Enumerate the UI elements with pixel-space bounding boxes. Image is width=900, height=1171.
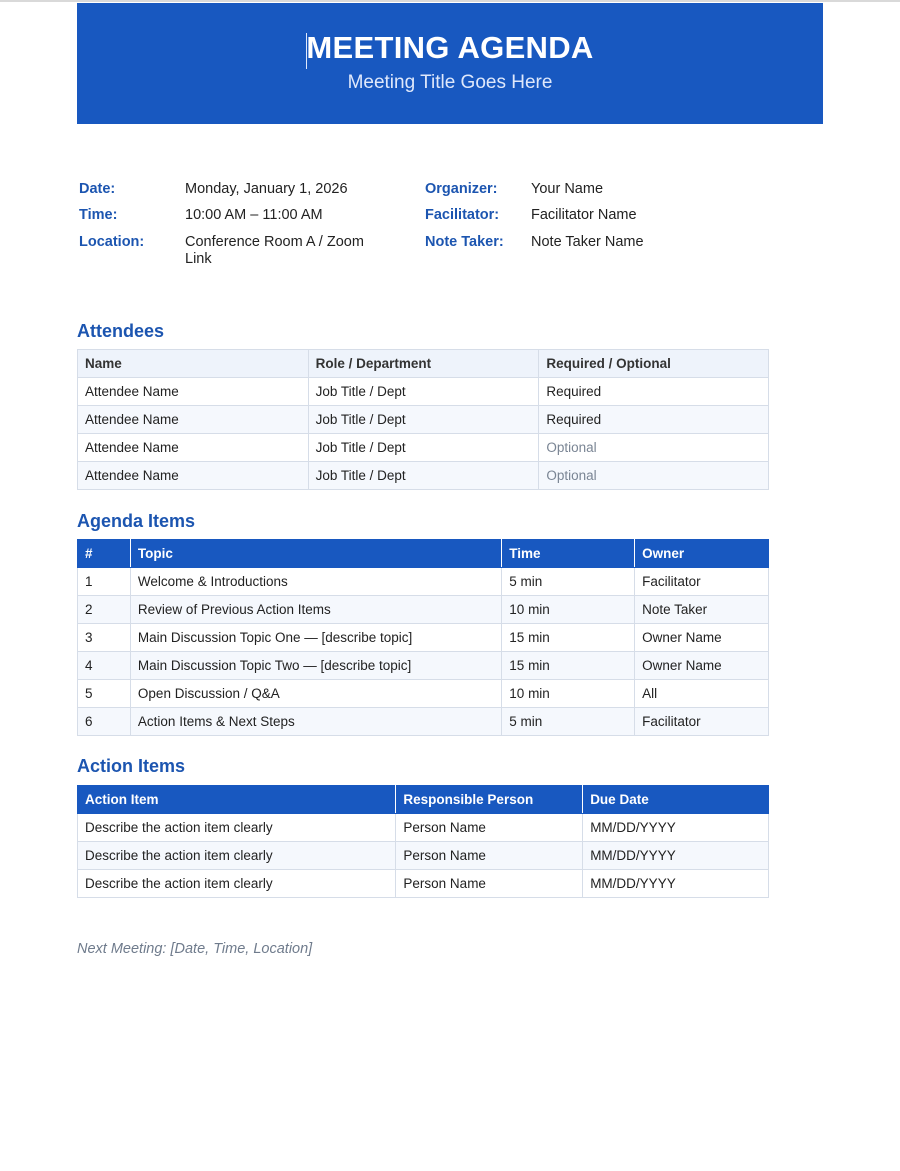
location-value[interactable]: Conference Room A / Zoom Link	[185, 234, 364, 267]
agenda-number-cell[interactable]: 2	[78, 596, 131, 624]
agenda-time-cell[interactable]: 5 min	[502, 568, 635, 596]
table-row	[78, 406, 769, 434]
notetaker-label: Note Taker:	[425, 234, 504, 250]
attendee-status-cell[interactable]: Optional	[539, 434, 769, 462]
table-row	[78, 652, 769, 680]
agenda-time-cell[interactable]: 15 min	[502, 624, 635, 652]
column-header: Topic	[130, 540, 501, 568]
table-row	[78, 870, 769, 898]
location-label: Location:	[79, 234, 145, 250]
table-row	[78, 680, 769, 708]
agenda-topic-cell[interactable]: Action Items & Next Steps	[130, 708, 501, 736]
date-value[interactable]: Monday, January 1, 2026	[185, 181, 348, 197]
column-header: Action Item	[78, 786, 396, 814]
action-description-cell[interactable]: Describe the action item clearly	[78, 870, 396, 898]
table-row	[78, 814, 769, 842]
attendees-heading: Attendees	[77, 321, 165, 341]
action-due-date-cell[interactable]: MM/DD/YYYY	[583, 842, 769, 870]
table-row	[78, 434, 769, 462]
agenda-time-cell[interactable]: 5 min	[502, 708, 635, 736]
action-description-cell[interactable]: Describe the action item clearly	[78, 842, 396, 870]
facilitator-value[interactable]: Facilitator Name	[531, 207, 637, 223]
organizer-label: Organizer:	[425, 181, 498, 197]
attendees-table	[77, 349, 769, 490]
document-title[interactable]: MEETING AGENDA	[306, 30, 594, 65]
action-person-cell[interactable]: Person Name	[396, 814, 583, 842]
date-label: Date:	[79, 181, 116, 197]
action-items-table	[77, 785, 769, 898]
column-header: Responsible Person	[396, 786, 583, 814]
column-header: Owner	[635, 540, 769, 568]
table-row	[78, 568, 769, 596]
agenda-number-cell[interactable]: 5	[78, 680, 131, 708]
attendee-name-cell[interactable]: Attendee Name	[78, 406, 309, 434]
attendee-status-cell[interactable]: Required	[539, 406, 769, 434]
top-rule	[0, 0, 900, 2]
notetaker-value[interactable]: Note Taker Name	[531, 234, 644, 250]
agenda-topic-cell[interactable]: Open Discussion / Q&A	[130, 680, 501, 708]
attendee-role-cell[interactable]: Job Title / Dept	[308, 378, 539, 406]
agenda-topic-cell[interactable]: Welcome & Introductions	[130, 568, 501, 596]
column-header: #	[78, 540, 131, 568]
agenda-number-cell[interactable]: 6	[78, 708, 131, 736]
attendee-role-cell[interactable]: Job Title / Dept	[308, 434, 539, 462]
agenda-number-cell[interactable]: 4	[78, 652, 131, 680]
agenda-owner-cell[interactable]: Owner Name	[635, 624, 769, 652]
time-label: Time:	[79, 207, 118, 223]
table-row	[78, 462, 769, 490]
document-page	[77, 3, 823, 957]
table-row	[78, 708, 769, 736]
agenda-table	[77, 539, 769, 736]
action-due-date-cell[interactable]: MM/DD/YYYY	[583, 870, 769, 898]
agenda-owner-cell[interactable]: Facilitator	[635, 708, 769, 736]
column-header: Required / Optional	[539, 350, 769, 378]
agenda-owner-cell[interactable]: Owner Name	[635, 652, 769, 680]
action-person-cell[interactable]: Person Name	[396, 842, 583, 870]
organizer-value[interactable]: Your Name	[531, 181, 604, 197]
table-row	[78, 624, 769, 652]
agenda-header-row	[78, 540, 769, 568]
agenda-time-cell[interactable]: 15 min	[502, 652, 635, 680]
agenda-owner-cell[interactable]: Facilitator	[635, 568, 769, 596]
agenda-owner-cell[interactable]: All	[635, 680, 769, 708]
attendees-header-row	[78, 350, 769, 378]
table-row	[78, 596, 769, 624]
agenda-topic-cell[interactable]: Main Discussion Topic One — [describe topic]	[130, 624, 501, 652]
agenda-time-cell[interactable]: 10 min	[502, 596, 635, 624]
agenda-heading: Agenda Items	[77, 511, 196, 531]
action-items-header-row	[78, 786, 769, 814]
column-header: Name	[78, 350, 309, 378]
attendee-name-cell[interactable]: Attendee Name	[78, 378, 309, 406]
action-due-date-cell[interactable]: MM/DD/YYYY	[583, 814, 769, 842]
attendee-status-cell[interactable]: Required	[539, 378, 769, 406]
agenda-time-cell[interactable]: 10 min	[502, 680, 635, 708]
attendee-role-cell[interactable]: Job Title / Dept	[308, 406, 539, 434]
next-meeting-note[interactable]: Next Meeting: [Date, Time, Location]	[77, 941, 313, 957]
table-row	[78, 378, 769, 406]
column-header: Due Date	[583, 786, 769, 814]
attendee-name-cell[interactable]: Attendee Name	[78, 434, 309, 462]
agenda-number-cell[interactable]: 3	[78, 624, 131, 652]
column-header: Time	[502, 540, 635, 568]
agenda-owner-cell[interactable]: Note Taker	[635, 596, 769, 624]
action-person-cell[interactable]: Person Name	[396, 870, 583, 898]
column-header: Role / Department	[308, 350, 539, 378]
attendee-role-cell[interactable]: Job Title / Dept	[308, 462, 539, 490]
attendee-status-cell[interactable]: Optional	[539, 462, 769, 490]
agenda-number-cell[interactable]: 1	[78, 568, 131, 596]
action-description-cell[interactable]: Describe the action item clearly	[78, 814, 396, 842]
agenda-topic-cell[interactable]: Main Discussion Topic Two — [describe topic]	[130, 652, 501, 680]
meeting-title[interactable]: Meeting Title Goes Here	[347, 72, 553, 93]
attendee-name-cell[interactable]: Attendee Name	[78, 462, 309, 490]
table-row	[78, 842, 769, 870]
agenda-topic-cell[interactable]: Review of Previous Action Items	[130, 596, 501, 624]
header-banner	[77, 3, 823, 124]
facilitator-label: Facilitator:	[425, 207, 500, 223]
time-value[interactable]: 10:00 AM – 11:00 AM	[185, 207, 323, 223]
action-items-heading: Action Items	[77, 756, 186, 776]
